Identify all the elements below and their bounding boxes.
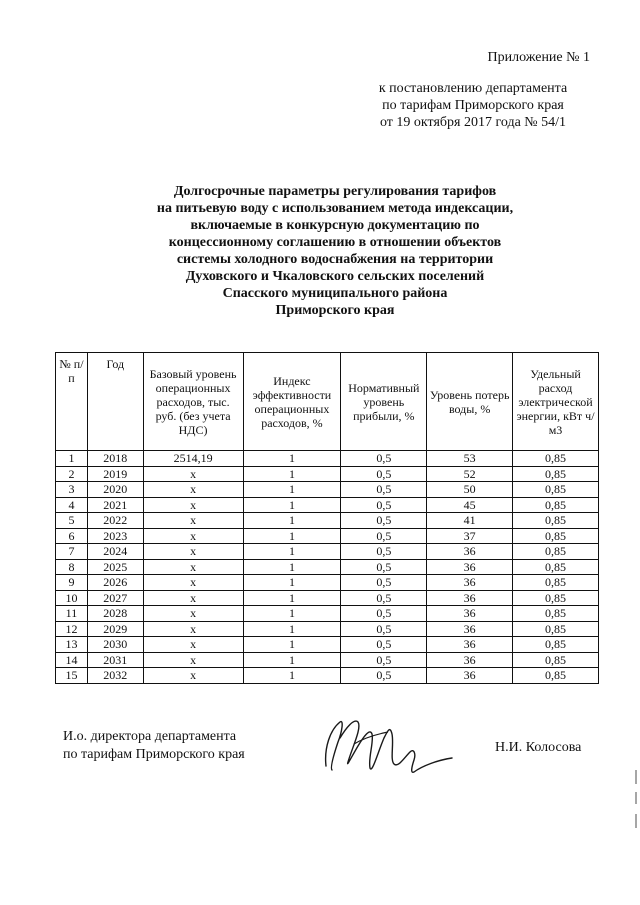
cell-energy-consumption: 0,85: [513, 466, 599, 482]
cell-number: 14: [56, 652, 88, 668]
scan-edge-mark: [634, 770, 638, 830]
cell-number: 3: [56, 482, 88, 498]
cell-base-opex: х: [143, 621, 243, 637]
table-row: [56, 668, 599, 684]
table-row: [56, 466, 599, 482]
cell-water-loss: 36: [427, 668, 513, 684]
cell-profit-level: 0,5: [341, 590, 427, 606]
cell-year: 2021: [87, 497, 143, 513]
cell-profit-level: 0,5: [341, 466, 427, 482]
header-water-loss: Уровень потерь воды, %: [427, 353, 513, 451]
header-year: Год: [87, 353, 143, 451]
cell-base-opex: х: [143, 497, 243, 513]
cell-year: 2027: [87, 590, 143, 606]
cell-year: 2020: [87, 482, 143, 498]
resolution-line: по тарифам Приморского края: [382, 98, 564, 113]
cell-year: 2026: [87, 575, 143, 591]
cell-energy-consumption: 0,85: [513, 482, 599, 498]
cell-number: 13: [56, 637, 88, 653]
cell-efficiency-index: 1: [243, 482, 341, 498]
cell-number: 11: [56, 606, 88, 622]
cell-efficiency-index: 1: [243, 544, 341, 560]
cell-year: 2028: [87, 606, 143, 622]
handwritten-signature: [318, 708, 458, 780]
cell-year: 2032: [87, 668, 143, 684]
cell-number: 9: [56, 575, 88, 591]
cell-profit-level: 0,5: [341, 621, 427, 637]
cell-year: 2030: [87, 637, 143, 653]
cell-year: 2029: [87, 621, 143, 637]
cell-water-loss: 36: [427, 637, 513, 653]
cell-number: 2: [56, 466, 88, 482]
cell-profit-level: 0,5: [341, 482, 427, 498]
table-row: [56, 606, 599, 622]
table-row: [56, 482, 599, 498]
table-row: [56, 590, 599, 606]
cell-efficiency-index: 1: [243, 451, 341, 467]
cell-base-opex: х: [143, 637, 243, 653]
cell-year: 2019: [87, 466, 143, 482]
cell-year: 2022: [87, 513, 143, 529]
cell-energy-consumption: 0,85: [513, 621, 599, 637]
cell-profit-level: 0,5: [341, 451, 427, 467]
table-header-row: [56, 353, 599, 451]
table-row: [56, 621, 599, 637]
position-line: по тарифам Приморского края: [63, 747, 245, 762]
cell-efficiency-index: 1: [243, 575, 341, 591]
title-line: Приморского края: [275, 303, 395, 318]
cell-profit-level: 0,5: [341, 497, 427, 513]
cell-year: 2024: [87, 544, 143, 560]
cell-energy-consumption: 0,85: [513, 606, 599, 622]
cell-efficiency-index: 1: [243, 559, 341, 575]
signatory-position: [63, 728, 245, 764]
cell-energy-consumption: 0,85: [513, 451, 599, 467]
signatory-name: Н.И. Колосова: [495, 740, 582, 755]
title-line: системы холодного водоснабжения на территории: [176, 252, 494, 267]
position-line: И.о. директора департамента: [63, 729, 237, 744]
cell-water-loss: 36: [427, 590, 513, 606]
cell-base-opex: х: [143, 575, 243, 591]
cell-number: 7: [56, 544, 88, 560]
cell-profit-level: 0,5: [341, 637, 427, 653]
cell-water-loss: 36: [427, 575, 513, 591]
title-line: концессионному соглашению в отношении объектов: [168, 235, 502, 250]
cell-base-opex: х: [143, 559, 243, 575]
cell-energy-consumption: 0,85: [513, 497, 599, 513]
cell-base-opex: х: [143, 528, 243, 544]
cell-profit-level: 0,5: [341, 559, 427, 575]
resolution-line: к постановлению департамента: [378, 81, 568, 96]
cell-year: 2025: [87, 559, 143, 575]
table-row: [56, 513, 599, 529]
cell-energy-consumption: 0,85: [513, 559, 599, 575]
appendix-label: Приложение № 1: [487, 50, 590, 65]
cell-energy-consumption: 0,85: [513, 668, 599, 684]
cell-base-opex: х: [143, 513, 243, 529]
cell-number: 6: [56, 528, 88, 544]
cell-water-loss: 36: [427, 621, 513, 637]
cell-efficiency-index: 1: [243, 652, 341, 668]
table-row: [56, 528, 599, 544]
cell-number: 4: [56, 497, 88, 513]
cell-efficiency-index: 1: [243, 513, 341, 529]
cell-energy-consumption: 0,85: [513, 513, 599, 529]
cell-base-opex: х: [143, 590, 243, 606]
cell-water-loss: 45: [427, 497, 513, 513]
table-row: [56, 497, 599, 513]
cell-number: 10: [56, 590, 88, 606]
title-line: Спасского муниципального района: [222, 286, 448, 301]
cell-energy-consumption: 0,85: [513, 575, 599, 591]
title-line: на питьевую воду с использованием метода индексации,: [156, 201, 514, 216]
cell-efficiency-index: 1: [243, 528, 341, 544]
cell-profit-level: 0,5: [341, 606, 427, 622]
cell-profit-level: 0,5: [341, 513, 427, 529]
document-title: [100, 183, 570, 319]
cell-efficiency-index: 1: [243, 668, 341, 684]
resolution-reference: [356, 80, 590, 131]
cell-base-opex: х: [143, 668, 243, 684]
cell-efficiency-index: 1: [243, 466, 341, 482]
table-row: [56, 544, 599, 560]
header-number: № п/п: [56, 353, 88, 451]
cell-profit-level: 0,5: [341, 544, 427, 560]
cell-energy-consumption: 0,85: [513, 637, 599, 653]
cell-energy-consumption: 0,85: [513, 652, 599, 668]
cell-base-opex: х: [143, 652, 243, 668]
cell-year: 2018: [87, 451, 143, 467]
cell-base-opex: х: [143, 466, 243, 482]
cell-energy-consumption: 0,85: [513, 544, 599, 560]
cell-energy-consumption: 0,85: [513, 590, 599, 606]
cell-efficiency-index: 1: [243, 637, 341, 653]
cell-energy-consumption: 0,85: [513, 528, 599, 544]
cell-year: 2023: [87, 528, 143, 544]
header-base-opex: Базовый уровень операционных расходов, тыс. руб. (без учета НДС): [143, 353, 243, 451]
title-line: Долгосрочные параметры регулирования тарифов: [173, 184, 497, 199]
cell-number: 15: [56, 668, 88, 684]
cell-number: 8: [56, 559, 88, 575]
cell-profit-level: 0,5: [341, 668, 427, 684]
cell-number: 12: [56, 621, 88, 637]
cell-number: 1: [56, 451, 88, 467]
title-line: Духовского и Чкаловского сельских поселений: [185, 269, 485, 284]
cell-profit-level: 0,5: [341, 652, 427, 668]
cell-efficiency-index: 1: [243, 497, 341, 513]
cell-water-loss: 36: [427, 652, 513, 668]
cell-base-opex: х: [143, 482, 243, 498]
table-row: [56, 575, 599, 591]
table-row: [56, 451, 599, 467]
table-row: [56, 559, 599, 575]
table-row: [56, 652, 599, 668]
cell-base-opex: 2514,19: [143, 451, 243, 467]
cell-number: 5: [56, 513, 88, 529]
cell-profit-level: 0,5: [341, 528, 427, 544]
cell-year: 2031: [87, 652, 143, 668]
header-energy-consumption: Удельный расход электрической энергии, кВт ч/м3: [513, 353, 599, 451]
table-body: [56, 451, 599, 684]
cell-water-loss: 36: [427, 606, 513, 622]
parameters-table: [55, 352, 599, 684]
header-efficiency-index: Индекс эффективности операционных расходов, %: [243, 353, 341, 451]
cell-water-loss: 36: [427, 544, 513, 560]
cell-base-opex: х: [143, 544, 243, 560]
cell-profit-level: 0,5: [341, 575, 427, 591]
cell-water-loss: 37: [427, 528, 513, 544]
resolution-line: от 19 октября 2017 года № 54/1: [379, 115, 567, 130]
cell-efficiency-index: 1: [243, 606, 341, 622]
cell-efficiency-index: 1: [243, 621, 341, 637]
cell-water-loss: 52: [427, 466, 513, 482]
cell-water-loss: 50: [427, 482, 513, 498]
cell-water-loss: 36: [427, 559, 513, 575]
header-profit-level: Нормативный уровень прибыли, %: [341, 353, 427, 451]
cell-water-loss: 41: [427, 513, 513, 529]
table-row: [56, 637, 599, 653]
cell-water-loss: 53: [427, 451, 513, 467]
title-line: включаемые в конкурсную документацию по: [190, 218, 480, 233]
cell-base-opex: х: [143, 606, 243, 622]
cell-efficiency-index: 1: [243, 590, 341, 606]
